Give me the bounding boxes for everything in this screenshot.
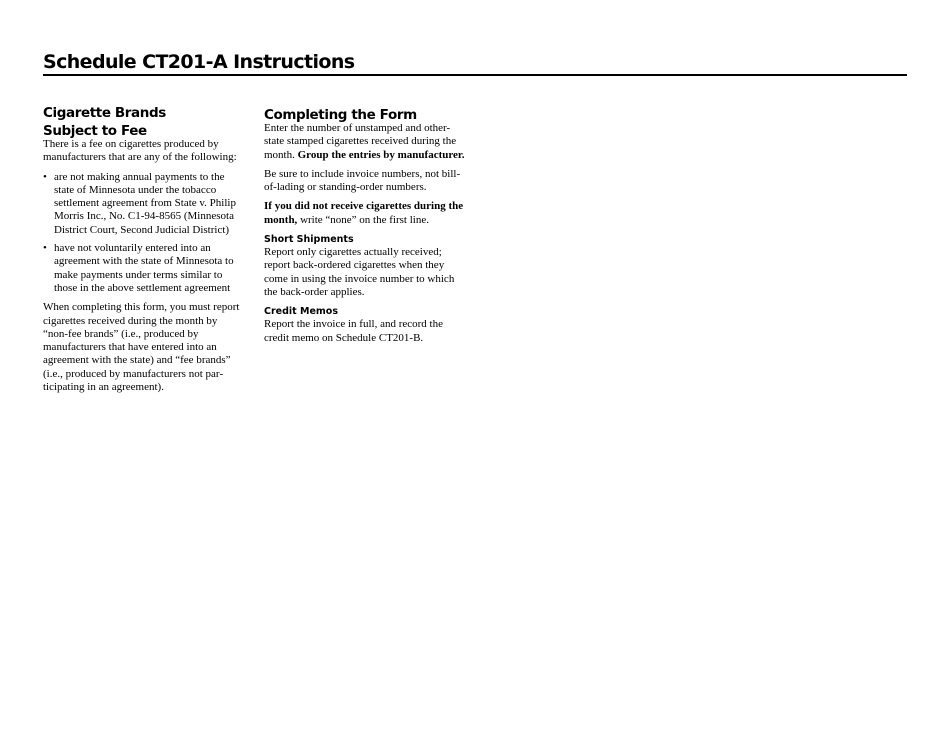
list-item-text: have not voluntarily entered into an agreement with the state of Minnesota to make payments under terms similar to those in the above settlement agreement bbox=[54, 242, 234, 294]
credit-memos-text: Report the invoice in full, and record the credit memo on Schedule CT201-B. bbox=[264, 318, 443, 344]
page-title: Schedule CT201-A Instructions bbox=[43, 50, 907, 76]
list-item bbox=[43, 171, 245, 237]
section-heading-completing: Completing the Form bbox=[264, 107, 417, 123]
entry-paragraph bbox=[264, 122, 466, 162]
left-column bbox=[43, 104, 245, 394]
short-shipments-text: Report only cigarettes actually received; report back-ordered cigarettes when they come in using the invoice number to which the back-order applies. bbox=[264, 246, 455, 298]
entry-bold: Group the entries by manufacturer. bbox=[297, 148, 465, 161]
bullet-icon: • bbox=[43, 170, 47, 183]
heading-line-2: Subject to Fee bbox=[43, 123, 147, 139]
list-item bbox=[43, 242, 245, 295]
section-heading-brands bbox=[43, 104, 245, 140]
invoice-paragraph: Be sure to include invoice numbers, not bill-of-lading or standing-order numbers. bbox=[264, 167, 461, 194]
none-text: write “none” on the first line. bbox=[297, 213, 429, 226]
intro-paragraph: There is a fee on cigarettes produced by manufacturers that are any of the following: bbox=[43, 138, 237, 164]
credit-memos-heading: Credit Memos bbox=[264, 306, 338, 318]
entry-text: Enter the number of unstamped and other-state stamped cigarettes received during the month. bbox=[264, 122, 457, 161]
bullet-icon: • bbox=[43, 242, 47, 255]
list-item-text: are not making annual payments to the state of Minnesota under the tobacco settlement agreement from State v. Philip Morris Inc., No. C1-94-8565 (Minnesota District Court, Second Judicial District) bbox=[54, 170, 236, 236]
closing-paragraph: When completing this form, you must report cigarettes received during the month by “non-fee brands” (i.e., produced by manufacturers that have entered into an agreement with the state) and “fee brands” (i.e., produced by manufacturers not participating in an agreement). bbox=[43, 301, 240, 394]
middle-column bbox=[264, 104, 466, 345]
short-shipments-heading: Short Shipments bbox=[264, 234, 354, 246]
heading-line-1: Cigarette Brands bbox=[43, 105, 166, 121]
bullet-list bbox=[43, 171, 245, 296]
none-paragraph bbox=[264, 200, 466, 227]
none-bold: If you did not receive cigarettes during the month, bbox=[264, 200, 464, 226]
